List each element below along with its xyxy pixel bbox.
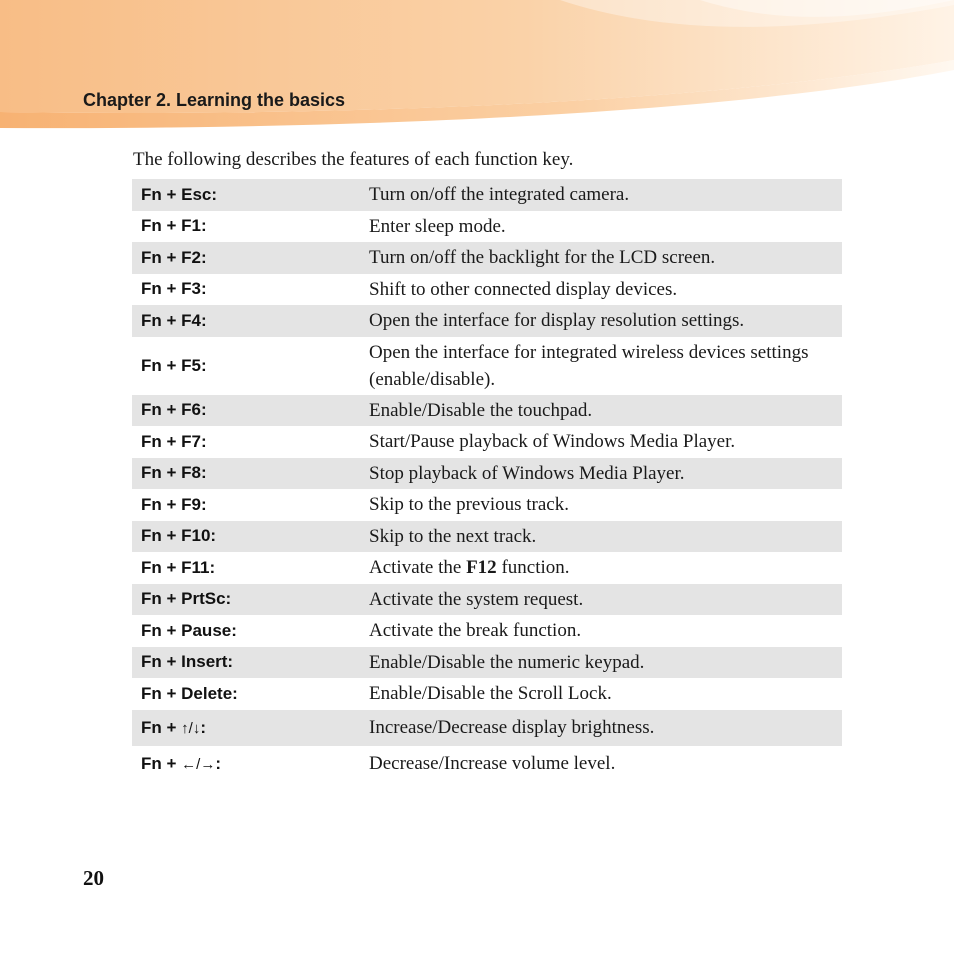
table-row	[132, 211, 842, 243]
table-row	[132, 274, 842, 306]
desc-key-name: F12	[466, 557, 497, 579]
table-row	[132, 746, 842, 782]
key-combo: Fn + F2:	[132, 242, 369, 274]
table-row	[132, 552, 842, 584]
key-description: Skip to the previous track.	[369, 494, 569, 516]
key-combo: Fn + F3:	[141, 279, 207, 299]
key-combo: Fn + F8:	[132, 458, 369, 490]
key-combo: Fn + F11:	[141, 557, 216, 577]
key-description: Activate the break function.	[369, 620, 582, 642]
key-description: Enable/Disable the numeric keypad.	[369, 647, 842, 679]
key-description: Activate the system request.	[369, 584, 842, 616]
key-description: Turn on/off the backlight for the LCD screen.	[369, 242, 842, 274]
table-row	[132, 615, 842, 647]
key-description: Enable/Disable the Scroll Lock.	[369, 683, 612, 705]
intro-text: The following describes the features of each function key.	[133, 149, 574, 170]
key-prefix: Fn +	[141, 753, 182, 773]
up-down-arrow-icon: ↑/↓	[181, 719, 201, 737]
key-combo	[132, 710, 369, 746]
key-description: Open the interface for display resolution settings.	[369, 305, 842, 337]
key-prefix: Fn +	[141, 717, 182, 737]
key-description: Decrease/Increase volume level.	[369, 752, 616, 774]
table-row	[132, 647, 842, 679]
key-combo	[132, 746, 369, 782]
table-row	[132, 395, 842, 427]
table-row	[132, 305, 842, 337]
table-row	[132, 242, 842, 274]
left-right-arrow-icon: ←/→	[181, 755, 216, 773]
table-row	[132, 489, 842, 521]
table-row	[132, 521, 842, 553]
key-combo: Fn + F7:	[141, 431, 207, 451]
key-suffix: :	[200, 717, 206, 737]
page-number: 20	[83, 866, 104, 890]
key-description: Shift to other connected display devices.	[369, 278, 678, 300]
key-combo: Fn + Delete:	[141, 683, 238, 703]
table-row	[132, 337, 842, 395]
table-row	[132, 584, 842, 616]
key-combo: Fn + F4:	[132, 305, 369, 337]
key-combo: Fn + Pause:	[141, 620, 237, 640]
desc-text: function.	[496, 557, 570, 579]
table-row	[132, 426, 842, 458]
key-description: Skip to the next track.	[369, 521, 842, 553]
key-combo: Fn + F9:	[141, 494, 207, 514]
key-combo: Fn + F1:	[141, 216, 207, 236]
key-description	[369, 552, 842, 584]
chapter-title: Chapter 2. Learning the basics	[83, 90, 346, 110]
table-row	[132, 458, 842, 490]
function-key-table	[132, 179, 842, 782]
key-description: Stop playback of Windows Media Player.	[369, 458, 842, 490]
desc-text: Activate the	[369, 557, 467, 579]
key-combo: Fn + F10:	[132, 521, 369, 553]
key-combo: Fn + Esc:	[132, 179, 369, 211]
table-row	[132, 710, 842, 746]
key-combo: Fn + F5:	[141, 355, 207, 375]
key-combo: Fn + Insert:	[132, 647, 369, 679]
key-suffix: :	[215, 753, 221, 773]
orange-header-banner	[0, 0, 954, 135]
table-row	[132, 678, 842, 710]
key-combo: Fn + F6:	[132, 395, 369, 427]
key-description: Start/Pause playback of Windows Media Player.	[369, 431, 736, 453]
key-description: Enable/Disable the touchpad.	[369, 395, 842, 427]
key-description: Open the interface for integrated wireless devices settings (enable/disable).	[369, 341, 809, 390]
table-row	[132, 179, 842, 211]
key-combo: Fn + PrtSc:	[132, 584, 369, 616]
key-description: Enter sleep mode.	[369, 215, 506, 237]
key-description: Turn on/off the integrated camera.	[369, 179, 842, 211]
key-description: Increase/Decrease display brightness.	[369, 710, 842, 746]
